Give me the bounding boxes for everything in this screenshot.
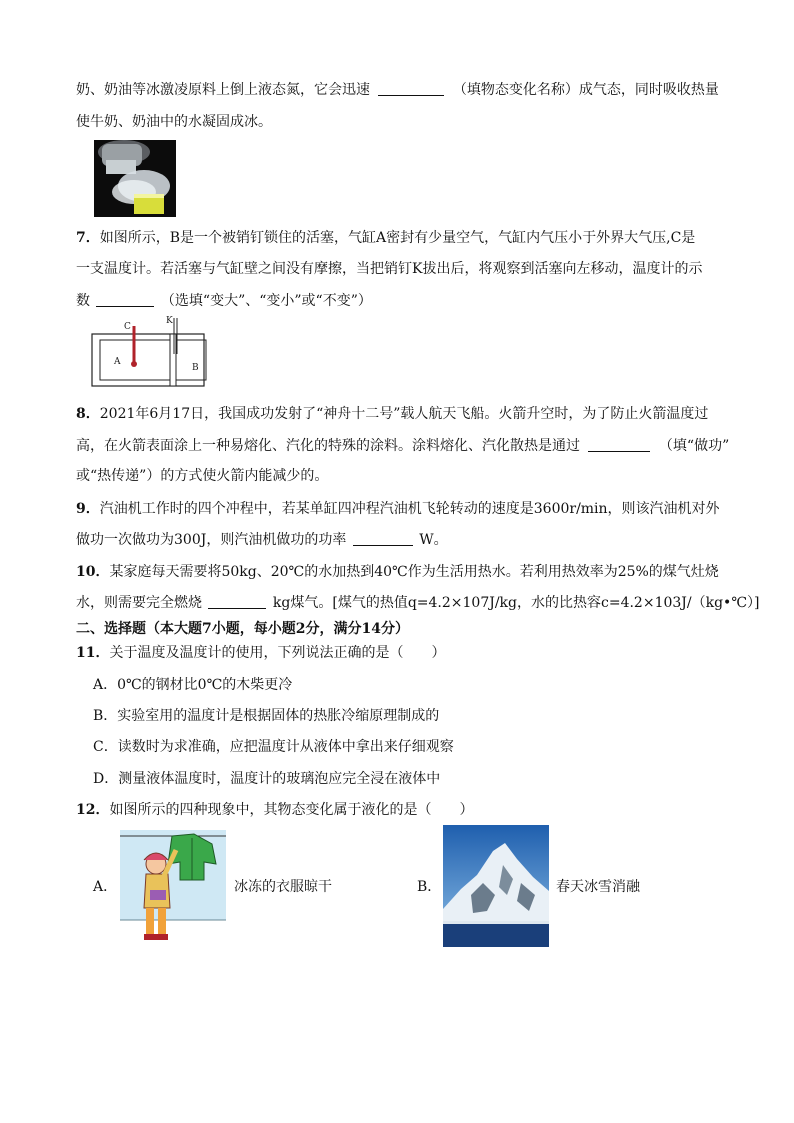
q9-line2 bbox=[76, 530, 448, 550]
q6-line2: 使牛奶、奶油中的水凝固成冰。 bbox=[76, 114, 272, 130]
q6-line1-text-post: （填物态变化名称）成气态，同时吸收热量 bbox=[452, 82, 719, 98]
q7-line3-text: 数 bbox=[76, 293, 90, 309]
q10-number: 10． bbox=[76, 564, 110, 580]
q9-line1 bbox=[76, 499, 720, 519]
q8-line1-text: 2021年6月17日，我国成功发射了“神舟十二号”载人航天飞船。火箭升空时，为了防止火箭温度过 bbox=[99, 406, 709, 422]
q9-number: 9． bbox=[76, 501, 100, 517]
q9-line2-text-post: W。 bbox=[419, 532, 448, 548]
q12-option-b-letter[interactable]: B． bbox=[417, 879, 442, 895]
q10-line2-text-post: kg煤气。[煤气的热值q=4.2×107J/kg，水的比热容c=4.2×103J/（kg•℃）] bbox=[272, 595, 760, 611]
q12-number: 12． bbox=[76, 802, 110, 818]
q8-answer-blank[interactable] bbox=[588, 437, 650, 452]
q8-line3: 或“热传递”）的方式使火箭内能减少的。 bbox=[76, 468, 329, 484]
q9-line1-text: 汽油机工作时的四个冲程中，若某单缸四冲程汽油机飞轮转动的速度是3600r/min，则该汽油机对外 bbox=[99, 501, 720, 517]
q8-number: 8． bbox=[76, 406, 100, 422]
label-k: K bbox=[166, 316, 173, 326]
section-heading: 二、选择题（本大题7小题，每小题2分，满分14分） bbox=[76, 621, 409, 637]
q10-line1 bbox=[76, 562, 719, 582]
q7-number: 7． bbox=[76, 230, 100, 246]
q12-option-a-letter[interactable]: A． bbox=[93, 879, 118, 895]
spring-snow-melting-image[interactable] bbox=[443, 825, 549, 947]
q11-stem-text: 关于温度及温度计的使用，下列说法正确的是（ ） bbox=[109, 645, 446, 661]
cylinder-piston-diagram bbox=[88, 314, 212, 390]
q8-line2-text: 高，在火箭表面涂上一种易熔化、汽化的特殊的涂料。涂料熔化、汽化散热是通过 bbox=[76, 438, 580, 454]
liquid-nitrogen-photo bbox=[94, 140, 176, 217]
q7-line1-text: 如图所示，B是一个被销钉锁住的活塞，气缸A密封有少量空气，气缸内气压小于外界大气压,C是 bbox=[99, 230, 696, 246]
q8-line2-text-post: （填“做功” bbox=[658, 438, 730, 454]
q7-line1 bbox=[76, 228, 695, 248]
q11-option-b[interactable]: B．实验室用的温度计是根据固体的热胀冷缩原理制成的 bbox=[93, 708, 440, 724]
q11-number: 11． bbox=[76, 645, 110, 661]
q12-option-b-caption: 春天冰雪消融 bbox=[556, 879, 640, 895]
q10-line2-text: 水，则需要完全燃烧 bbox=[76, 595, 202, 611]
q7-line3-text-post: （选填“变大”、“变小”或“不变”） bbox=[160, 293, 372, 309]
q12-option-a-caption: 冰冻的衣服晾干 bbox=[234, 879, 332, 895]
q6-line1-text: 奶、奶油等冰激凌原料上倒上液态氮，它会迅速 bbox=[76, 82, 370, 98]
q11-option-d[interactable]: D．测量液体温度时，温度计的玻璃泡应完全浸在液体中 bbox=[93, 771, 441, 787]
q9-line2-text: 做功一次做功为300J，则汽油机做功的功率 bbox=[76, 532, 347, 548]
q7-line3 bbox=[76, 291, 372, 311]
q8-line1 bbox=[76, 404, 708, 424]
q10-line2 bbox=[76, 593, 759, 613]
q12-stem bbox=[76, 800, 473, 820]
q9-answer-blank[interactable] bbox=[353, 531, 413, 546]
q11-stem bbox=[76, 643, 445, 663]
label-a: A bbox=[114, 357, 121, 367]
piston-b bbox=[170, 334, 176, 386]
q7-answer-blank[interactable] bbox=[96, 292, 154, 307]
q12-stem-text: 如图所示的四种现象中，其物态变化属于液化的是（ ） bbox=[109, 802, 474, 818]
q10-answer-blank[interactable] bbox=[208, 594, 266, 609]
q6-line1 bbox=[76, 80, 719, 100]
frozen-clothes-drying-image[interactable] bbox=[120, 830, 226, 946]
q10-line1-text: 某家庭每天需要将50kg、20℃的水加热到40℃作为生活用热水。若利用热效率为25%的煤气灶烧 bbox=[109, 564, 719, 580]
label-b: B bbox=[192, 363, 199, 373]
q6-answer-blank[interactable] bbox=[378, 81, 444, 96]
q8-line2 bbox=[76, 436, 729, 456]
q7-line2: 一支温度计。若活塞与气缸壁之间没有摩擦，当把销钉K拔出后，将观察到活塞向左移动，温度计的示 bbox=[76, 261, 703, 277]
label-c: C bbox=[124, 322, 131, 332]
q11-option-a[interactable]: A．0℃的钢材比0℃的木柴更冷 bbox=[93, 677, 293, 693]
q11-option-c[interactable]: C．读数时为求准确，应把温度计从液体中拿出来仔细观察 bbox=[93, 739, 454, 755]
